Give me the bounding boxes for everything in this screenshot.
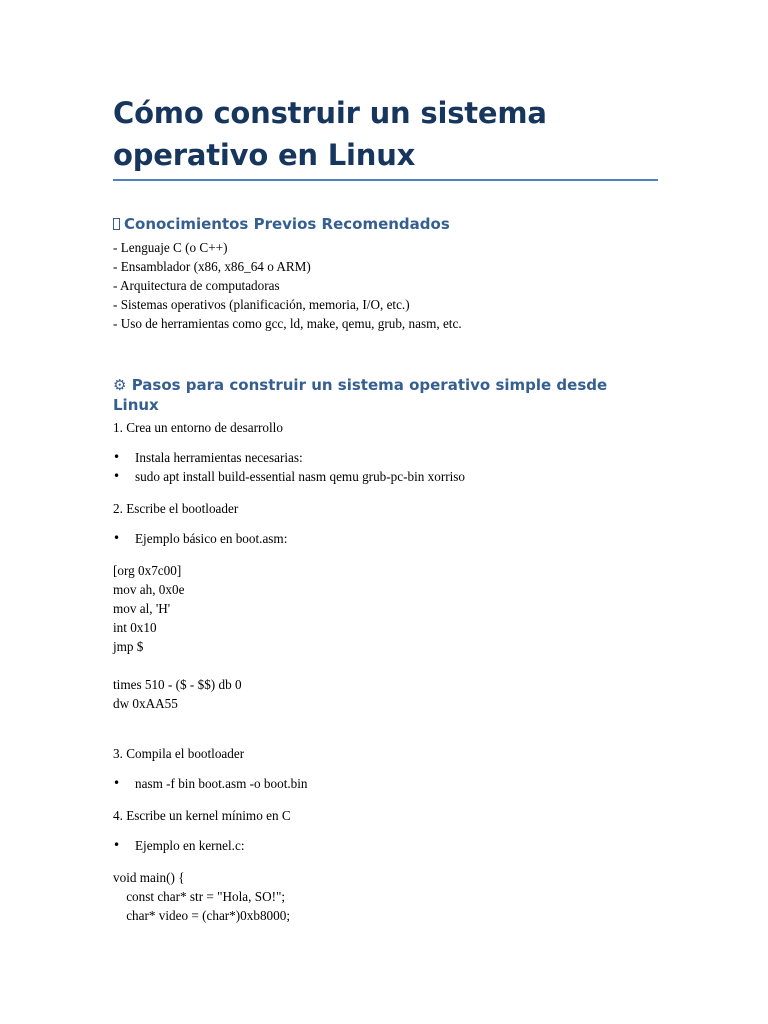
prerequisite-item: - Lenguaje C (o C++): [113, 240, 228, 255]
list-item: [113, 836, 658, 855]
steps-heading: [113, 375, 658, 415]
step-2-label: 2. Escribe el bootloader: [113, 501, 239, 516]
steps-heading-text: Pasos para construir un sistema operativo simple desde Linux: [113, 376, 608, 414]
prerequisites-heading-text: Conocimientos Previos Recomendados: [124, 215, 450, 233]
list-item: [113, 467, 658, 486]
prerequisite-item: - Sistemas operativos (planificación, memoria, I/O, etc.): [113, 297, 410, 312]
list-item-text: Ejemplo básico en boot.asm:: [135, 531, 288, 546]
list-item-text: Instala herramientas necesarias:: [135, 450, 303, 465]
books-icon: [113, 218, 120, 230]
code-line: jmp $: [113, 639, 144, 654]
prerequisites-heading: [113, 214, 658, 234]
code-line: [org 0x7c00]: [113, 563, 182, 578]
gear-icon: ⚙: [113, 376, 127, 394]
list-item-text: nasm -f bin boot.asm -o boot.bin: [135, 776, 308, 791]
step-3-bullets: [113, 774, 658, 793]
title-underline: [113, 179, 658, 181]
code-line: void main() {: [113, 870, 185, 885]
list-item: [113, 774, 658, 793]
code-line: times 510 - ($ - $$) db 0: [113, 677, 242, 692]
bullet-icon: •: [113, 450, 121, 464]
code-line: mov ah, 0x0e: [113, 582, 185, 597]
code-line: const char* str = "Hola, SO!";: [113, 889, 286, 904]
list-item-text: sudo apt install build-essential nasm qemu grub-pc-bin xorriso: [135, 469, 465, 484]
bullet-icon: •: [113, 531, 121, 545]
document-title: Cómo construir un sistema operativo en Linux: [113, 96, 547, 172]
prerequisites-list: [113, 238, 658, 333]
boot-asm-code: [113, 561, 658, 713]
step-1-label: 1. Crea un entorno de desarrollo: [113, 420, 283, 435]
bullet-icon: •: [113, 469, 121, 483]
list-item: [113, 448, 658, 467]
step-4-bullets: [113, 836, 658, 855]
bullet-icon: •: [113, 838, 121, 852]
code-line: char* video = (char*)0xb8000;: [113, 908, 290, 923]
list-item: [113, 529, 658, 548]
bullet-icon: •: [113, 776, 121, 790]
step-1-bullets: [113, 448, 658, 486]
code-line: int 0x10: [113, 620, 157, 635]
step-2-bullets: [113, 529, 658, 548]
step-4-label: 4. Escribe un kernel mínimo en C: [113, 808, 291, 823]
document-page: [113, 92, 658, 925]
prerequisite-item: - Ensamblador (x86, x86_64 o ARM): [113, 259, 311, 274]
step-3-label: 3. Compila el bootloader: [113, 746, 245, 761]
code-line: dw 0xAA55: [113, 696, 178, 711]
prerequisite-item: - Uso de herramientas como gcc, ld, make, qemu, grub, nasm, etc.: [113, 316, 462, 331]
code-line: mov al, 'H': [113, 601, 171, 616]
list-item-text: Ejemplo en kernel.c:: [135, 838, 245, 853]
kernel-c-code: [113, 868, 658, 925]
code-line: [113, 656, 658, 675]
prerequisite-item: - Arquitectura de computadoras: [113, 278, 280, 293]
